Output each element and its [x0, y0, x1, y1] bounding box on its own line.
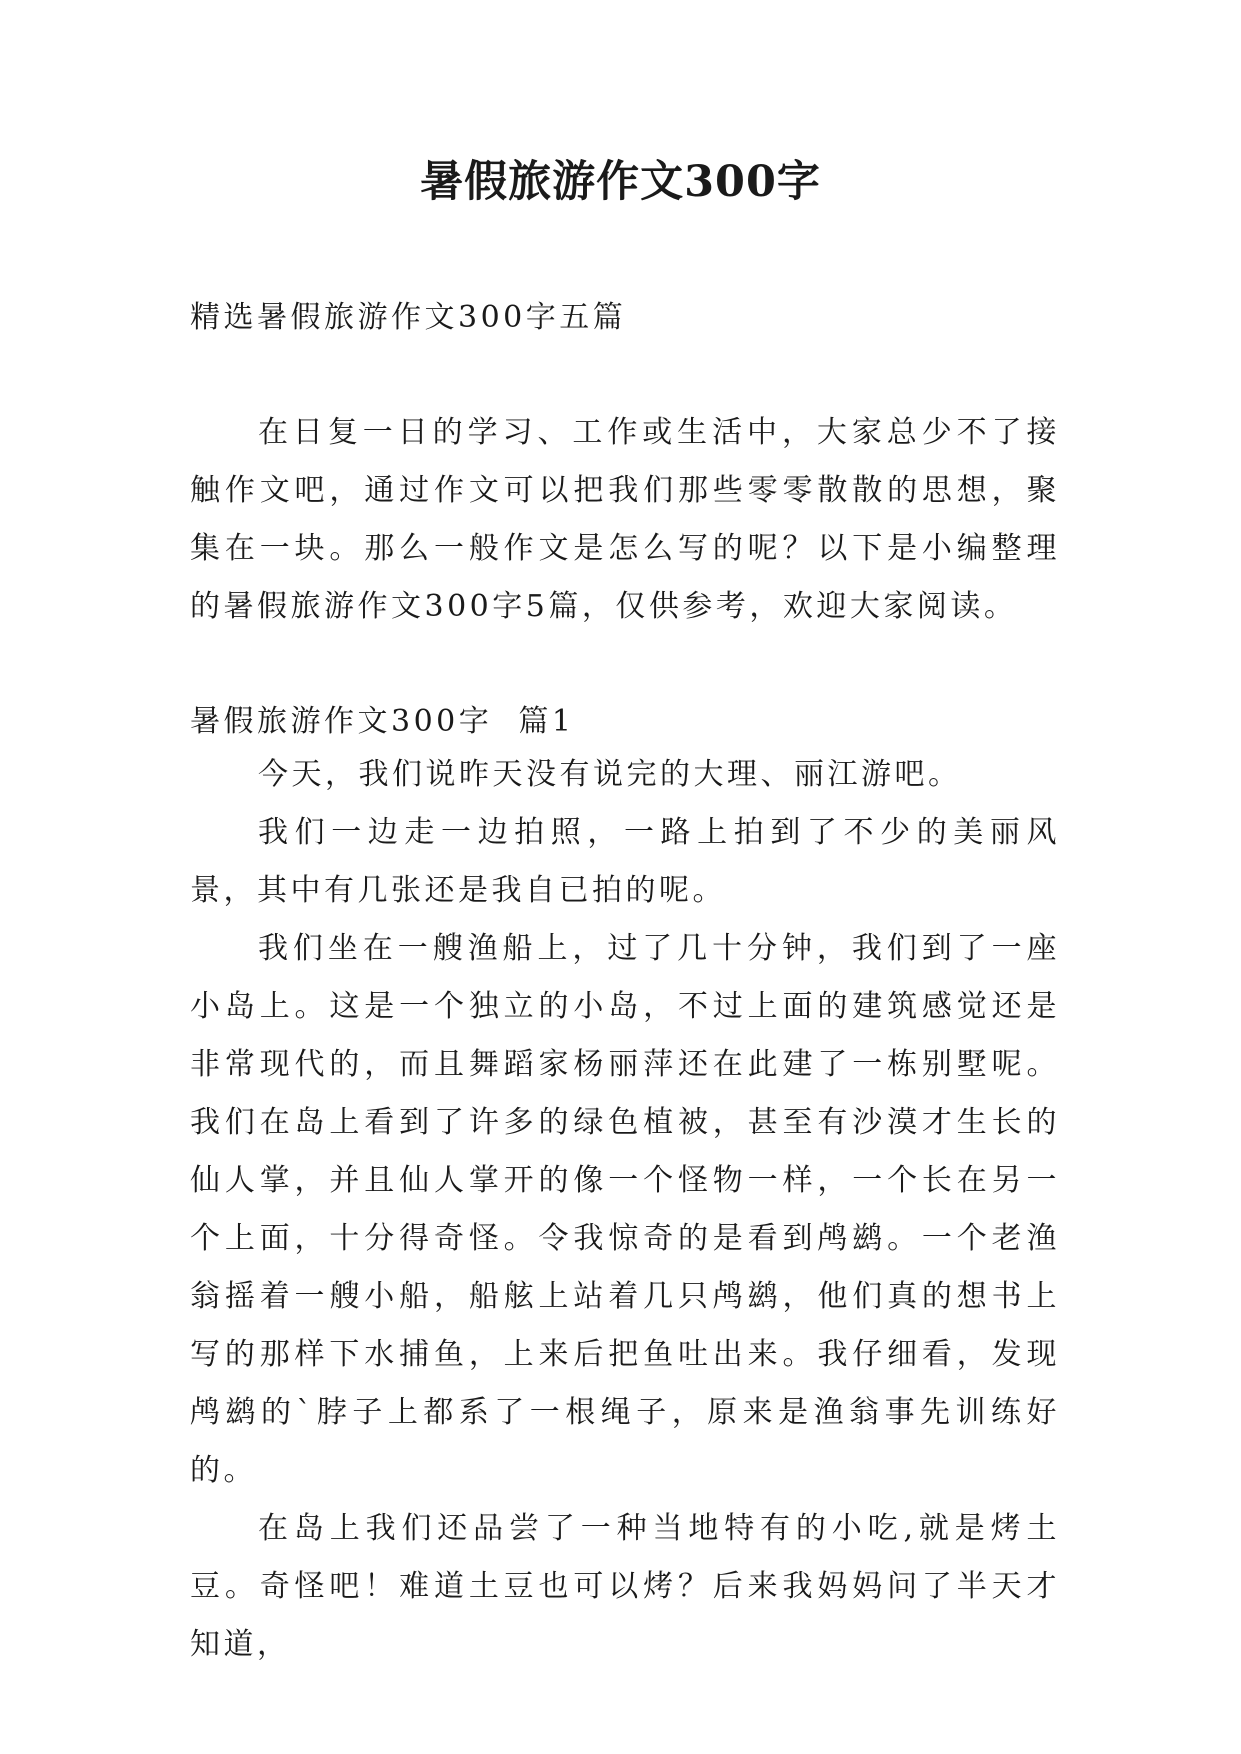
- essay-paragraph: 今天，我们说昨天没有说完的大理、丽江游吧。: [258, 757, 962, 792]
- essay-body: [190, 746, 1060, 1674]
- essay-paragraph: 我们坐在一艘渔船上，过了几十分钟，我们到了一座小岛上。这是一个独立的小岛，不过上面的建筑感觉还是非常现代的，而且舞蹈家杨丽萍还在此建了一栋别墅呢。我们在岛上看到了许多的绿色植被，甚至有沙漠才生长的仙人掌，并且仙人掌开的像一个怪物一样，一个长在另一个上面，十分得奇怪。令我惊奇的是看到鸬鹚。一个老渔翁摇着一艘小船，船舷上站着几只鸬鹚，他们真的想书上写的那样下水捕鱼，上来后把鱼吐出来。我仔细看，发现鸬鹚的`脖子上都系了一根绳子，原来是渔翁事先训练好的。: [190, 931, 1060, 1488]
- document-subtitle: 精选暑假旅游作文300字五篇: [190, 300, 627, 335]
- essay-paragraph: 我们一边走一边拍照，一路上拍到了不少的美丽风景，其中有几张还是我自已拍的呢。: [190, 815, 1060, 908]
- section-heading: 暑假旅游作文300字 篇1: [190, 704, 575, 739]
- essay-paragraph: 在岛上我们还品尝了一种当地特有的小吃,就是烤土豆。奇怪吧！难道土豆也可以烤？后来我妈妈问了半天才知道，: [190, 1511, 1060, 1662]
- document-title: 暑假旅游作文300字: [420, 157, 821, 207]
- intro-paragraph: 在日复一日的学习、工作或生活中，大家总少不了接触作文吧，通过作文可以把我们那些零零散散的思想，聚集在一块。那么一般作文是怎么写的呢？以下是小编整理的暑假旅游作文300字5篇，仅供参考，欢迎大家阅读。: [190, 415, 1060, 624]
